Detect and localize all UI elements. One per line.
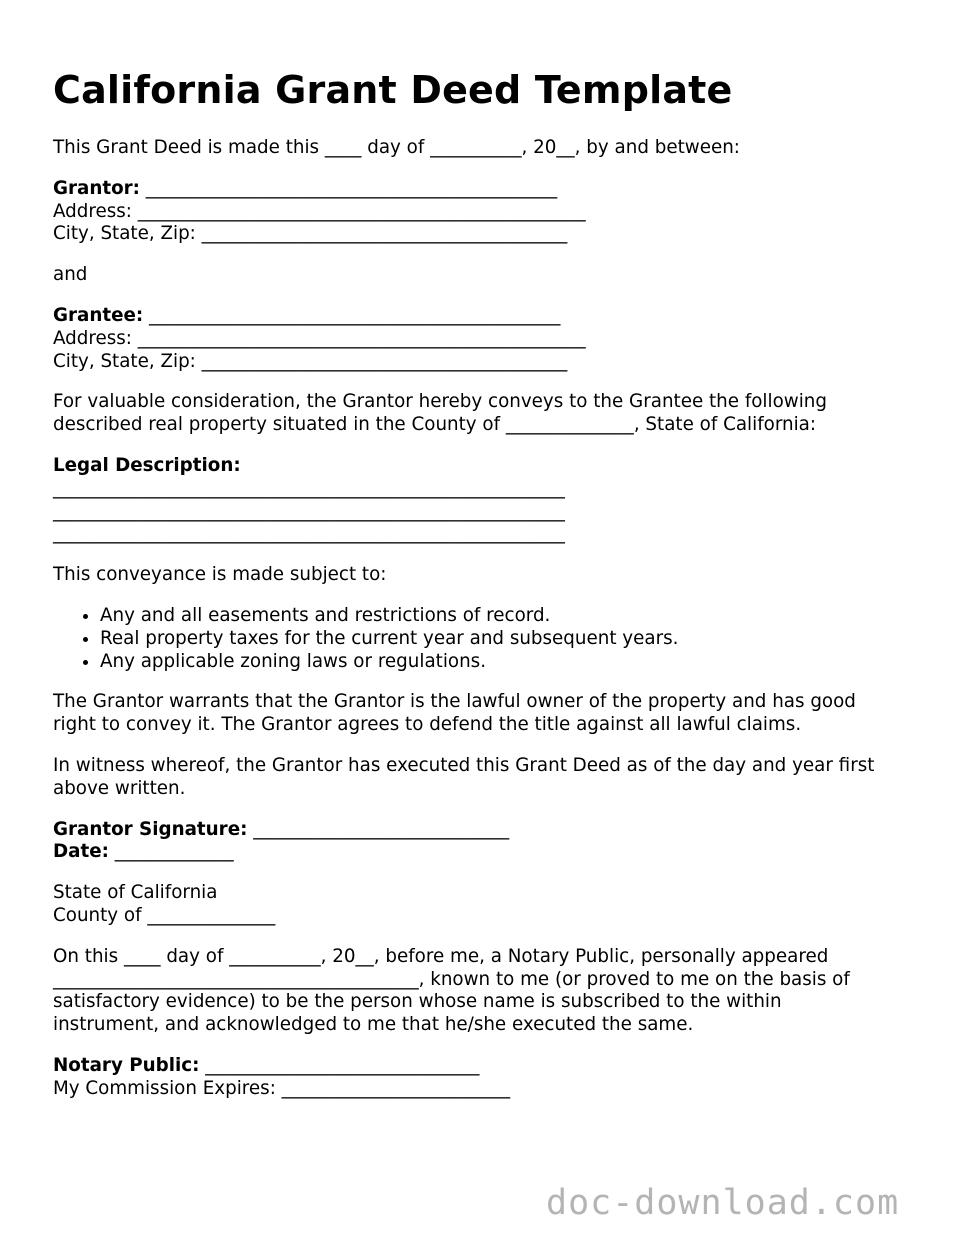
intro-line: This Grant Deed is made this ____ day of __________, 20__, by and between: xyxy=(53,137,740,158)
witness-paragraph xyxy=(53,755,923,801)
grantor-name-blank: _____________________________________________ xyxy=(140,177,558,199)
county-line: County of ______________ xyxy=(53,904,276,926)
legal-description-blank-line: ________________________________________________________ xyxy=(53,523,565,545)
signature-date-label: Date: xyxy=(53,841,109,863)
notary-acknowledgment-paragraph xyxy=(53,946,923,1037)
warranty-paragraph xyxy=(53,691,923,737)
notary-block xyxy=(53,1055,923,1101)
notary-paragraph-line: instrument, and acknowledged to me that he/she executed the same. xyxy=(53,1014,694,1036)
grantor-signature-label: Grantor Signature: xyxy=(53,818,248,840)
grantee-label: Grantee: xyxy=(53,304,144,326)
notary-public-line xyxy=(53,1055,923,1078)
signature-block xyxy=(53,819,923,865)
venue-block xyxy=(53,882,923,928)
consideration-paragraph xyxy=(53,391,923,437)
state-line: State of California xyxy=(53,882,218,904)
legal-description-label: Legal Description: xyxy=(53,454,241,476)
notary-paragraph-line: satisfactory evidence) to be the person whose name is subscribed to the within xyxy=(53,991,782,1013)
grantee-block xyxy=(53,305,923,373)
grantor-label: Grantor: xyxy=(53,177,140,199)
and-text: and xyxy=(53,264,88,286)
legal-description-blank-line: ________________________________________________________ xyxy=(53,500,565,522)
legal-description-block xyxy=(53,455,923,546)
watermark: doc-download.com xyxy=(546,1183,900,1223)
legal-description-blank-line: ________________________________________________________ xyxy=(53,477,565,499)
grantee-name-line xyxy=(53,305,923,328)
consideration-line: For valuable consideration, the Grantor hereby conveys to the Grantee the following xyxy=(53,391,827,413)
list-item: • Any applicable zoning laws or regulations. xyxy=(100,651,923,674)
notary-public-label: Notary Public: xyxy=(53,1054,200,1076)
grant-deed-document xyxy=(53,66,923,1101)
subject-to-intro: This conveyance is made subject to: xyxy=(53,564,387,586)
grantor-signature-blank: ____________________________ xyxy=(247,818,510,840)
commission-expires-line: My Commission Expires: _________________________ xyxy=(53,1077,511,1099)
signature-date-blank: _____________ xyxy=(108,841,234,863)
grantee-name-blank: _____________________________________________ xyxy=(143,304,561,326)
notary-public-blank: ______________________________ xyxy=(199,1054,480,1076)
witness-line: above written. xyxy=(53,777,186,799)
witness-line: In witness whereof, the Grantor has executed this Grant Deed as of the day and year first xyxy=(53,754,875,776)
warranty-line: The Grantor warrants that the Grantor is the lawful owner of the property and has good xyxy=(53,691,856,713)
signature-date-line xyxy=(53,841,923,864)
warranty-line: right to convey it. The Grantor agrees to defend the title against all lawful claims. xyxy=(53,714,802,736)
consideration-line: described real property situated in the County of ______________, State of California: xyxy=(53,414,817,436)
grantor-signature-line xyxy=(53,819,923,842)
grantee-city-line: City, State, Zip: ________________________________________ xyxy=(53,350,568,372)
grantor-address-line: Address: _________________________________________________ xyxy=(53,200,586,222)
grantor-city-line: City, State, Zip: ________________________________________ xyxy=(53,223,568,245)
list-item: • Any and all easements and restrictions of record. xyxy=(100,605,923,628)
notary-paragraph-line: ________________________________________, known to me (or proved to me on the basis of xyxy=(53,968,850,990)
document-title: California Grant Deed Template xyxy=(53,68,733,112)
list-item: • Real property taxes for the current year and subsequent years. xyxy=(100,628,923,651)
grantor-block xyxy=(53,178,923,246)
grantee-address-line: Address: _________________________________________________ xyxy=(53,327,586,349)
grantor-name-line xyxy=(53,178,923,201)
notary-paragraph-line: On this ____ day of __________, 20__, before me, a Notary Public, personally appeared xyxy=(53,945,829,967)
subject-to-list xyxy=(53,605,923,673)
